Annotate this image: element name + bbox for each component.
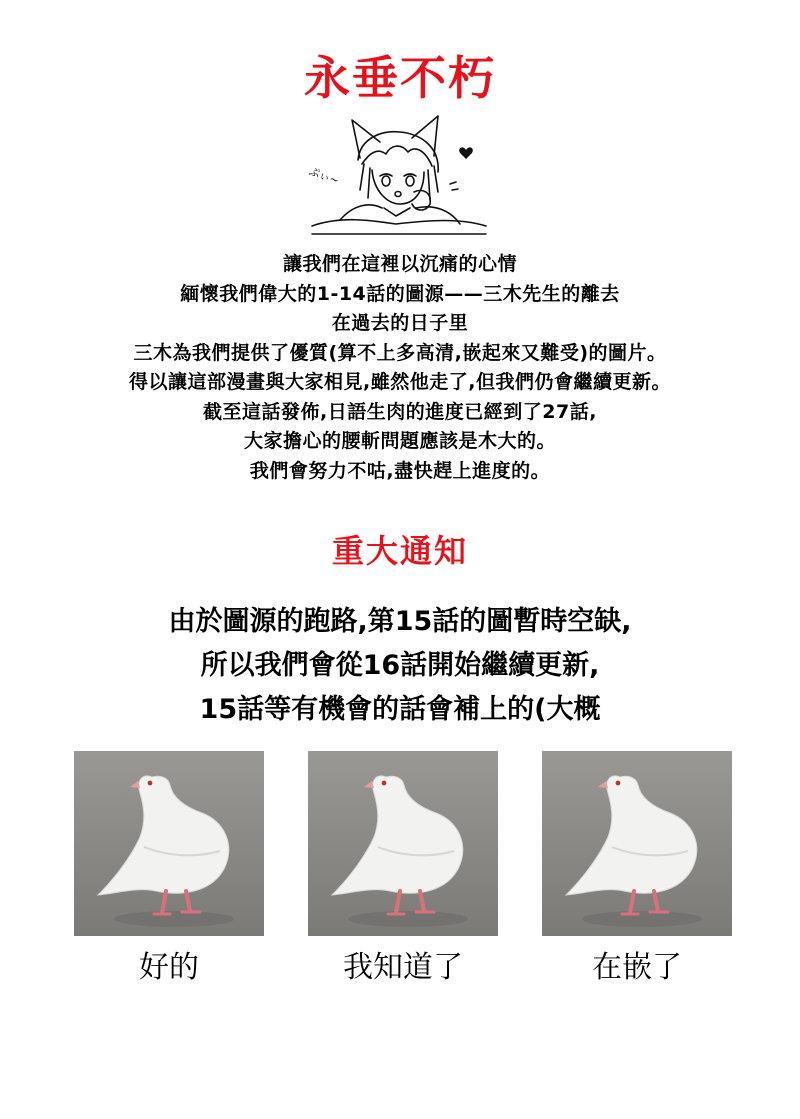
memorial-message <box>0 250 800 486</box>
sketch-text: ぷぃ~ <box>306 164 341 188</box>
notice-line: 由於圖源的跑路,第15話的圖暫時空缺, <box>168 606 632 637</box>
memorial-line: 截至這話發佈,日語生肉的進度已經到了27話, <box>203 400 597 423</box>
memorial-title: 永垂不朽 <box>304 51 496 105</box>
memorial-line: 在過去的日子里 <box>331 312 469 334</box>
memorial-line: 讓我們在這裡以沉痛的心情 <box>282 253 517 275</box>
notice-heading: 重大通知 <box>331 532 468 570</box>
pigeon-caption: 在嵌了 <box>592 950 682 985</box>
notice-line: 15話等有機會的話會補上的(大概 <box>199 694 601 725</box>
pigeon-image <box>74 751 264 936</box>
catgirl-sketch-image <box>300 108 490 240</box>
pigeon-caption: 好的 <box>139 950 199 985</box>
pigeon-caption: 我知道了 <box>343 950 463 985</box>
memorial-line: 緬懷我們偉大的1-14話的圖源——三木先生的離去 <box>180 282 620 305</box>
notice-line: 所以我們會從16話開始繼續更新, <box>200 650 600 681</box>
pigeon-image <box>542 751 732 936</box>
pigeon-image <box>308 751 498 936</box>
memorial-line: 大家擔心的腰斬問題應該是木大的。 <box>243 430 556 452</box>
memorial-line: 得以讓這部漫畫與大家相見,雖然他走了,但我們仍會繼續更新。 <box>129 371 671 393</box>
memorial-line: 我們會努力不咕,盡快趕上進度的。 <box>249 459 551 482</box>
memorial-line: 三木為我們提供了優質(算不上多高清,嵌起來又難受)的圖片。 <box>133 341 667 364</box>
notice-body <box>0 600 800 732</box>
